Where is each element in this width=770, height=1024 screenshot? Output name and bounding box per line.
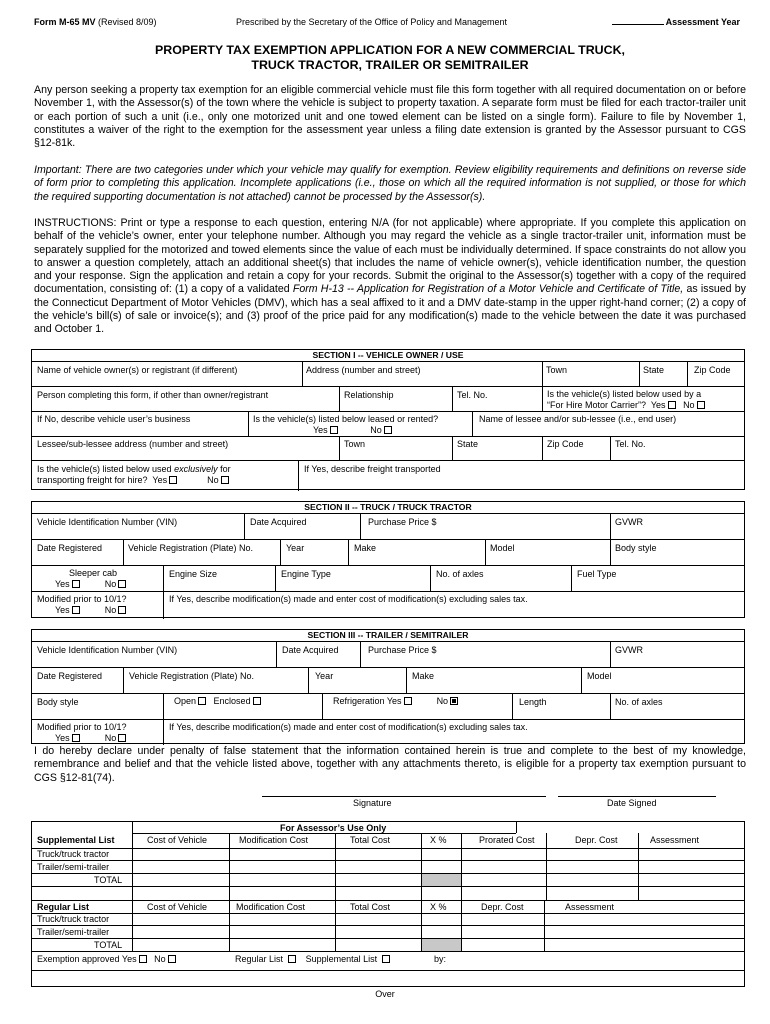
refrigeration-no-checkbox[interactable] — [450, 697, 458, 705]
fuel-type-field[interactable]: Fuel Type — [577, 569, 617, 579]
for-hire-question: Is the vehicle(s) listed below used by a “For Hire Motor Carrier”? Yes No — [547, 389, 705, 411]
owner-name-field[interactable]: Name of vehicle owner(s) or registrant (if different) — [37, 365, 238, 375]
date-signed-label: Date Signed — [607, 798, 657, 808]
supplemental-list-checkbox[interactable] — [382, 955, 390, 963]
assessor-title: For Assessor’s Use Only — [280, 823, 387, 833]
prescribed-by: Prescribed by the Secretary of the Office of Policy and Management — [236, 17, 507, 27]
col-cost-vehicle: Cost of Vehicle — [147, 835, 208, 845]
form-id: Form M-65 MV (Revised 8/09) — [34, 17, 157, 27]
trailer-body-style-field[interactable]: Body style — [37, 697, 79, 707]
section-3-title: SECTION III -- TRAILER / SEMITRAILER — [307, 630, 469, 640]
col-total-cost-2: Total Cost — [350, 902, 391, 912]
section-1-vehicle-owner — [31, 349, 745, 490]
intro-paragraph: Any person seeking a property tax exemption for an eligible commercial vehicle must file this form together with all required documentation on or before November 1, with the Assessor(s) of the town where the vehicle is subject to property taxation. A separate form must be filed for each tractor-trailer unit or each portion of such a unit (i.e., only one motorized unit and one towed element can be listed on a single form). Failure to file by November 1, constitutes a waiver of the right to the exemption for the assessment year unless a filing date extension is granted by the Assessor pursuant to CGS §12-81k. — [34, 84, 746, 150]
truck-purchase-price-field[interactable]: Purchase Price $ — [368, 517, 437, 527]
trailer-plate-field[interactable]: Vehicle Registration (Plate) No. — [129, 671, 255, 681]
row-truck: Truck/truck tractor — [37, 849, 110, 859]
row-total-2: TOTAL — [94, 940, 123, 950]
title-line-2: TRUCK TRACTOR, TRAILER OR SEMITRAILER — [251, 58, 529, 72]
owner-address-field[interactable]: Address (number and street) — [306, 365, 421, 375]
sleeper-yes-checkbox[interactable] — [72, 580, 80, 588]
shaded-cell — [422, 939, 461, 951]
owner-zip-field[interactable]: Zip Code — [694, 365, 731, 375]
truck-model-field[interactable]: Model — [490, 543, 515, 553]
exclusive-freight-question: Is the vehicle(s) listed below used exclusively for transporting freight for hire? Yes No — [37, 464, 231, 485]
exemption-yes-checkbox[interactable] — [139, 955, 147, 963]
exemption-approved: Exemption approved Yes No — [37, 954, 176, 965]
lessee-name-field[interactable]: Name of lessee and/or sub-lessee (i.e., end user) — [479, 414, 677, 424]
exclusive-yes-checkbox[interactable] — [169, 476, 177, 484]
title-line-1: PROPERTY TAX EXEMPTION APPLICATION FOR A NEW COMMERCIAL TRUCK, — [155, 43, 625, 57]
section-2-title: SECTION II -- TRUCK / TRUCK TRACTOR — [304, 502, 472, 512]
row-truck-2: Truck/truck tractor — [37, 914, 110, 924]
row-total: TOTAL — [94, 875, 123, 885]
col-cost-vehicle-2: Cost of Vehicle — [147, 902, 208, 912]
for-hire-no-checkbox[interactable] — [697, 401, 705, 409]
trailer-mod-description-field[interactable]: If Yes, describe modification(s) made and enter cost of modification(s) excluding sales tax. — [169, 722, 528, 732]
truck-vin-field[interactable]: Vehicle Identification Number (VIN) — [37, 517, 178, 527]
trailer-gvwr-field[interactable]: GVWR — [615, 645, 643, 655]
trailer-modified-no-checkbox[interactable] — [118, 734, 126, 742]
trailer-vin-field[interactable]: Vehicle Identification Number (VIN) — [37, 645, 178, 655]
lessee-state-field[interactable]: State — [457, 439, 479, 449]
engine-size-field[interactable]: Engine Size — [169, 569, 218, 579]
col-depr-cost: Depr. Cost — [575, 835, 618, 845]
truck-year-field[interactable]: Year — [286, 543, 305, 553]
enclosed-checkbox[interactable] — [253, 697, 261, 705]
leased-question: Is the vehicle(s) listed below leased or rented? Yes No — [253, 414, 439, 435]
leased-yes-checkbox[interactable] — [330, 426, 338, 434]
engine-type-field[interactable]: Engine Type — [281, 569, 331, 579]
relationship-field[interactable]: Relationship — [344, 390, 394, 400]
sleeper-cab-question: Sleeper cab Yes No — [37, 568, 126, 590]
list-selection: Regular List Supplemental List — [235, 954, 390, 965]
owner-town-field[interactable]: Town — [546, 365, 568, 375]
open-checkbox[interactable] — [198, 697, 206, 705]
truck-mod-description-field[interactable]: If Yes, describe modification(s) made and enter cost of modification(s) excluding sales tax. — [169, 594, 528, 604]
truck-date-registered-field[interactable]: Date Registered — [37, 543, 103, 553]
trailer-modified-question: Modified prior to 10/1? Yes No — [37, 722, 127, 743]
trailer-axles-field[interactable]: No. of axles — [615, 697, 663, 707]
trailer-date-registered-field[interactable]: Date Registered — [37, 671, 103, 681]
lessee-address-field[interactable]: Lessee/sub-lessee address (number and street) — [37, 439, 229, 449]
truck-modified-no-checkbox[interactable] — [118, 606, 126, 614]
truck-date-acquired-field[interactable]: Date Acquired — [250, 517, 307, 527]
user-business-field[interactable]: If No, describe vehicle user’s business — [37, 414, 191, 424]
exemption-no-checkbox[interactable] — [168, 955, 176, 963]
trailer-make-field[interactable]: Make — [412, 671, 435, 681]
section-1-title: SECTION I -- VEHICLE OWNER / USE — [312, 350, 464, 360]
refrigeration-yes-checkbox[interactable] — [404, 697, 412, 705]
trailer-year-field[interactable]: Year — [315, 671, 334, 681]
signature-line[interactable] — [262, 796, 546, 797]
person-completing-field[interactable]: Person completing this form, if other than owner/registrant — [37, 390, 269, 400]
trailer-purchase-price-field[interactable]: Purchase Price $ — [368, 645, 437, 655]
signature-label: Signature — [353, 798, 392, 808]
lessee-zip-field[interactable]: Zip Code — [547, 439, 584, 449]
truck-body-style-field[interactable]: Body style — [615, 543, 657, 553]
regular-list-heading: Regular List — [37, 902, 90, 912]
trailer-body-type-options: Open Enclosed — [174, 696, 261, 707]
for-hire-yes-checkbox[interactable] — [668, 401, 676, 409]
col-assessment-2: Assessment — [565, 902, 615, 912]
date-signed-line[interactable] — [558, 796, 716, 797]
assessment-year-field[interactable] — [612, 24, 664, 25]
lessee-town-field[interactable]: Town — [344, 439, 366, 449]
col-assessment: Assessment — [650, 835, 700, 845]
section-3-trailer — [31, 629, 745, 744]
lessee-tel-field[interactable]: Tel. No. — [615, 439, 646, 449]
section-2-truck — [31, 501, 745, 618]
truck-modified-yes-checkbox[interactable] — [72, 606, 80, 614]
regular-list-checkbox[interactable] — [288, 955, 296, 963]
row-trailer: Trailer/semi-trailer — [37, 862, 110, 872]
col-total-cost: Total Cost — [350, 835, 391, 845]
col-mod-cost-2: Modification Cost — [236, 902, 306, 912]
assessor-use-table — [31, 821, 745, 987]
trailer-model-field[interactable]: Model — [587, 671, 612, 681]
instructions-paragraph: INSTRUCTIONS: Print or type a response to each question, entering N/A (for not applicable) where appropriate. If you complete this application on behalf of the vehicle’s owner, enter your telephone number. Although you may regard the vehicle as a single tractor-trailer unit, information must be separately supplied for the motorized and towed elements since the value of each must be individually determined. If space constraints do not allow you to answer a question completely, attach an additional sheet(s) that includes the name of vehicle owner(s), vehicle identification number, the question and your response. Sign the application and retain a copy for your records. Submit the original to the Assessor(s) together with a copy of the required documentation, consisting of: (1) a copy of a validated Form H-13 -- Application for Registration of a Motor Vehicle and Certificate of Title, as issued by the Connecticut Department of Motor Vehicles (DMV), which has a seal affixed to it and a DMV date-stamp in the upper right-hand corner; (2) a copy of the vehicle’s bill(s) of sale or invoice(s); and (3) proof of the price paid for any modification(s) made to the vehicle between the date it was purchased and October 1. — [34, 217, 746, 336]
over-label: Over — [375, 989, 395, 999]
truck-gvwr-field[interactable]: GVWR — [615, 517, 643, 527]
truck-make-field[interactable]: Make — [354, 543, 377, 553]
form-title — [34, 43, 746, 73]
leased-no-checkbox[interactable] — [384, 426, 392, 434]
declaration-text: I do hereby declare under penalty of false statement that the information contained herein is true and complete to the best of my knowledge, remembrance and belief and that the vehicle listed above, together with any attachments thereto, is eligible for a property tax exemption pursuant to CGS §12-81(74). — [34, 745, 746, 784]
freight-description-field[interactable]: If Yes, describe freight transported — [304, 464, 441, 474]
col-x-pct: X % — [430, 835, 447, 845]
row-trailer-2: Trailer/semi-trailer — [37, 927, 110, 937]
col-mod-cost: Modification Cost — [239, 835, 309, 845]
supplemental-list-heading: Supplemental List — [37, 835, 115, 845]
owner-state-field[interactable]: State — [643, 365, 665, 375]
trailer-length-field[interactable]: Length — [519, 697, 547, 707]
tel-field[interactable]: Tel. No. — [457, 390, 488, 400]
truck-axles-field[interactable]: No. of axles — [436, 569, 484, 579]
form-header — [34, 17, 740, 31]
assessment-year: Assessment Year — [612, 17, 740, 27]
exclusive-no-checkbox[interactable] — [221, 476, 229, 484]
approved-by-label: by: — [434, 954, 447, 964]
important-paragraph: Important: There are two categories under which your vehicle may qualify for exemption. Review eligibility requirements and definitions on reverse side of form prior to completing this application. Incomplete applications (i.e., those on which all the required information is not supplied, or those for which the required supporting documentation is not attached) cannot be processed by the Assessor(s). — [34, 164, 746, 203]
col-x-pct-2: X % — [430, 902, 447, 912]
refrigeration-question: Refrigeration Yes No — [333, 696, 458, 707]
trailer-date-acquired-field[interactable]: Date Acquired — [282, 645, 339, 655]
shaded-cell — [422, 874, 461, 886]
sleeper-no-checkbox[interactable] — [118, 580, 126, 588]
trailer-modified-yes-checkbox[interactable] — [72, 734, 80, 742]
col-depr-cost-2: Depr. Cost — [481, 902, 524, 912]
col-prorated-cost: Prorated Cost — [479, 835, 535, 845]
truck-modified-question: Modified prior to 10/1? Yes No — [37, 594, 127, 615]
truck-plate-field[interactable]: Vehicle Registration (Plate) No. — [128, 543, 254, 553]
